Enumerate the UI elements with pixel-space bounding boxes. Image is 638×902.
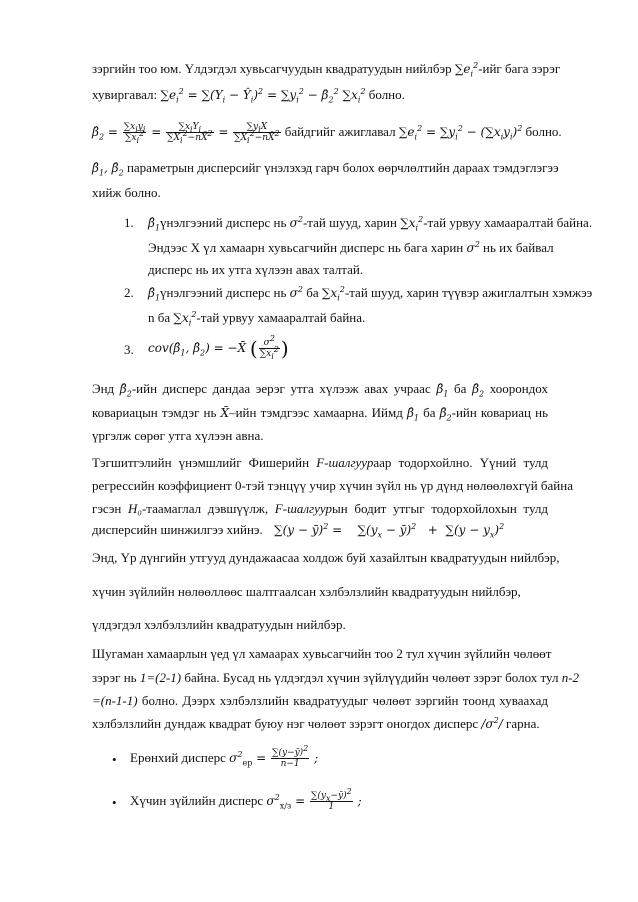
equation-line (92, 120, 562, 144)
text: -ийг бага зэрэг (478, 61, 561, 76)
list-item: $\betâ_1үнэлгээний$ дисперс нь $\sigma^2$ ба $\sum x_i^2$-тай шууд, харин түүвэр ажиглалтын хэмжээ (148, 285, 593, 303)
text: болно. (522, 124, 562, 139)
paragraph-line: Тэгшитгэлийн үнэмшлийг Фишерийн F-шалгуураар тодорхойлно. Үүний тулд (92, 455, 549, 470)
covariance-formula: $cov(\betâ_1$, $\betâ_2$) = −X̄ ( $\frac{\sigma^2}{\sum x_i^2}$ ) (148, 334, 289, 361)
paragraph-line: гэсэн H₀-таамаглал дэвшүүлж, F-шалгуурын бодит утгыг тодорхойлохын тулд (92, 501, 548, 516)
text: зэргийн тоо юм. Үлдэгдэл хувьсагчуудын квадратуудын нийлбэр (92, 61, 455, 76)
list-item-line: n ба $\sum x_i^2$-тай урвуу хамааралтай байна. (148, 310, 366, 328)
paragraph-line: зэрэг нь 1=(2-1) байна. Бусад нь үлдэгдэл хүчин зүйлүүдийн чөлөөт зэрэг болох тул n-2 (92, 670, 580, 685)
paragraph-line: Энд, Үр дүнгийн утгууд дундажаасаа холдож буй хазайлтын квадратуудын нийлбэр, (92, 550, 560, 565)
paragraph-line (92, 61, 561, 79)
bullet-item: Хүчин зүйлийн дисперс $\sigma^2_{х/з}$ = $\frac{\sum(y_x-ȳ)^2}{1}$ ; (130, 787, 362, 812)
paragraph-line: =(n-1-1) болно. Дээрх хэлбэлзлийн квадратуудыг чөлөөт зэргийн тоонд хуваахад (92, 693, 548, 708)
list-item: $\betâ_1үнэлгээний$ дисперс нь $\sigma^2$-тай шууд, харин $\sum x_i^2$-тай урвуу хамааралтай байна. (148, 215, 593, 233)
list-number: 1. (124, 215, 134, 230)
text: параметрын дисперсийг үнэлэхэд гарч болох өөрчлөлтийн дараах тэмдэглэгээ (123, 160, 559, 175)
paragraph-line (92, 185, 161, 200)
paragraph-line: дисперсийн шинжилгээ хийнэ. ∑(y − ȳ)$^2$ = $\sum(y_x$ − ȳ)$^2$ + $\sum(y - y_x)^2$ (92, 522, 505, 540)
paragraph-line (92, 87, 405, 103)
equation: $\sum e_i^2 = \sum y_i^2 - (\sum x_iy_i)^2$ (398, 124, 523, 142)
list-item-line: дисперс нь их утга хүлээн авах талтай. (148, 262, 364, 277)
paragraph-line: хүчин зүйлийн нөлөөллөөс шалтгаалсан хэлбэлзлийн квадратуудын нийлбэр, (92, 584, 521, 599)
equation: $\sum e_i^2 = \sum(Y_i$ − $Ŷ_i)^2 = \sum y_i^2$ − $\betâ_2^2$ $\sum x_i^2$ (160, 87, 366, 105)
text: хувиргавал: (92, 87, 161, 102)
bullet-item: Ерөнхий дисперс $\sigma^2_{ер}$ = $\frac{\sum(y-ȳ)^2}{n-1}$ ; (130, 744, 319, 769)
paragraph-line: ковариацын тэмдэг нь X̄–ийн тэмдгээс хамаарна. Иймд $\betâ_1$ ба $\betâ_2$-ийн ковариац нь (92, 405, 548, 423)
variance-decomposition: ∑(y − ȳ)$^2$ = $\sum(y_x$ − ȳ)$^2$ + $\sum(y - y_x)^2$ (274, 522, 505, 540)
paragraph-line: регрессийн коэффициент 0-тэй тэнцүү учир хүчин зүйл нь үр дүнд нөлөөлөхгүй байна (92, 478, 573, 493)
paragraph-line: үлдэгдэл хэлбэлзлийн квадратуудын нийлбэр. (92, 617, 346, 632)
list-item-line: Эндээс X үл хамаарн хувьсагчийн дисперс нь бага харин $\sigma^2$ нь их байвал (148, 240, 554, 255)
list-number: 3. (124, 342, 134, 357)
bullet-marker: • (112, 795, 117, 810)
text: байдгийг ажиглавал (281, 124, 399, 139)
bullet-marker: • (112, 752, 117, 767)
paragraph-line (92, 160, 559, 178)
text: хийж болно. (92, 185, 161, 200)
sum-e-squared: $\sum e_i^2$ (454, 61, 479, 79)
paragraph-line: үргэлж сөрөг утга хүлээн авна. (92, 428, 264, 443)
text: болно. (365, 87, 405, 102)
paragraph-line: Энд $\betâ_2$-ийн дисперс дандаа эерэг утга хүлээж авах учраас $\betâ_1$ ба $\betâ_2$ хоорондох (92, 381, 548, 399)
beta-symbols: $\betâ_1$, $\betâ_2$ (92, 161, 124, 178)
beta2-formula: $\betâ_2$ = $\frac{\sum x_iy_i}{\sum x_i^2}$ = $\frac{\sum x_iY_i}{\sum X_i^2-nX̄^2}$ = $\frac{\sum y_iX}{\sum X_i^2-nX̄^2}$ (92, 122, 280, 145)
list-number: 2. (124, 285, 134, 300)
paragraph-line: Шугаман хамаарлын үед үл хамаарах хувьсагчийн тоо 2 тул хүчин зүйлийн чөлөөт (92, 646, 552, 661)
paragraph-line: хэлбэлзлийн дундаж квадрат буюу нэг чөлөөт зэрэгт оногдох дисперс $/\sigma^2/$ гарна. (92, 716, 540, 731)
